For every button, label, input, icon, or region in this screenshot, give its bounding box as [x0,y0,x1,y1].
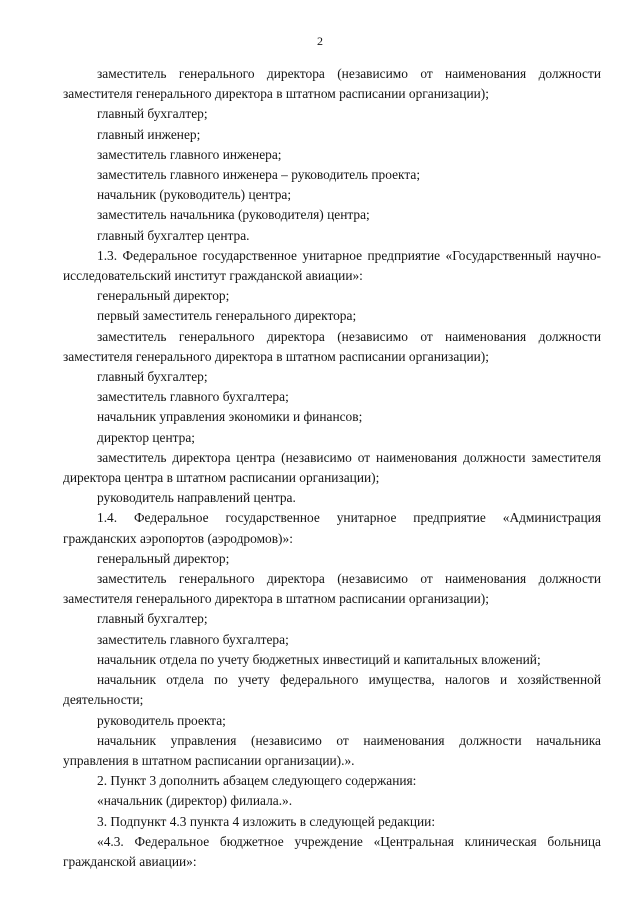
paragraph: начальник управления (независимо от наименования должности начальника управления в штатном расписании организации).». [63,732,601,768]
page-number: 2 [317,34,323,48]
paragraph: заместитель главного бухгалтера; [97,631,289,647]
paragraph: начальник отдела по учету бюджетных инвестиций и капитальных вложений; [97,651,541,667]
paragraph: заместитель начальника (руководителя) центра; [97,207,370,223]
paragraph: заместитель главного бухгалтера; [97,389,289,405]
paragraph: 2. Пункт 3 дополнить абзацем следующего содержания: [97,773,417,789]
paragraph: директор центра; [97,429,196,445]
paragraph: главный бухгалтер; [97,611,208,627]
paragraph: заместитель главного инженера – руководитель проекта; [97,167,421,183]
paragraph: «4.3. Федеральное бюджетное учреждение «Центральная клиническая больница гражданской авиации»: [63,833,601,869]
paragraph: «начальник (директор) филиала.». [97,793,293,809]
paragraph: генеральный директор; [97,288,230,304]
paragraph: заместитель главного инженера; [97,146,282,162]
paragraph: главный бухгалтер; [97,369,208,385]
paragraph: первый заместитель генерального директора; [97,308,357,324]
paragraph: главный инженер; [97,126,201,142]
paragraph: главный бухгалтер центра. [97,227,250,243]
paragraph: руководитель направлений центра. [97,490,296,506]
paragraph: главный бухгалтер; [97,106,208,122]
paragraph: 1.4. Федеральное государственное унитарное предприятие «Администрация гражданских аэропортов (аэродромов)»: [63,510,601,546]
paragraph: 3. Подпункт 4.3 пункта 4 изложить в следующей редакции: [97,813,436,829]
document-body [63,64,601,872]
paragraph: 1.3. Федеральное государственное унитарное предприятие «Государственный научно-исследовательский институт гражданской авиации»: [63,247,601,284]
paragraph: заместитель директора центра (независимо от наименования должности заместителя директора центра в штатном расписании организации); [63,449,601,486]
paragraph: руководитель проекта; [97,712,226,728]
paragraph: заместитель генерального директора (независимо от наименования должности заместителя генерального директора в штатном расписании организации); [63,328,601,364]
paragraph: заместитель генерального директора (независимо от наименования должности заместителя генерального директора в штатном расписании организации); [63,66,601,102]
paragraph: начальник отдела по учету федерального имущества, налогов и хозяйственной деятельности; [63,672,601,708]
paragraph: начальник (руководитель) центра; [97,187,292,203]
paragraph: начальник управления экономики и финансов; [97,409,363,425]
paragraph: заместитель генерального директора (независимо от наименования должности заместителя генерального директора в штатном расписании организации); [63,571,601,607]
paragraph: генеральный директор; [97,550,230,566]
